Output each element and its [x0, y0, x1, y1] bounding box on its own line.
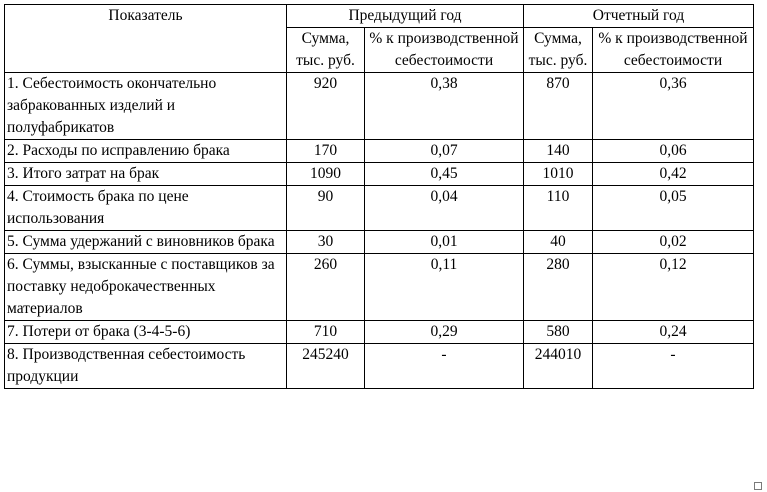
row-prev-sum: 920 [287, 73, 365, 140]
row-prev-pct: 0,45 [365, 163, 524, 186]
table-row [5, 254, 754, 321]
table-row [5, 344, 754, 389]
table-body [5, 73, 754, 389]
row-name: 2. Расходы по исправлению брака [5, 140, 287, 163]
row-prev-sum: 260 [287, 254, 365, 321]
row-cur-sum: 280 [524, 254, 593, 321]
row-name: 8. Производственная себестоимость продукции [5, 344, 287, 389]
row-prev-sum: 245240 [287, 344, 365, 389]
row-name: 4. Стоимость брака по цене использования [5, 186, 287, 231]
header-indicator: Показатель [5, 5, 287, 73]
row-prev-pct: 0,29 [365, 321, 524, 344]
header-prev-year: Предыдущий год [287, 5, 524, 28]
row-name: 5. Сумма удержаний с виновников брака [5, 231, 287, 254]
row-prev-sum: 1090 [287, 163, 365, 186]
row-name: 7. Потери от брака (3-4-5-6) [5, 321, 287, 344]
table-row [5, 321, 754, 344]
row-name: 3. Итого затрат на брак [5, 163, 287, 186]
header-prev-sum: Сумма, тыс. руб. [287, 28, 365, 73]
table-row [5, 140, 754, 163]
row-name: 1. Себестоимость окончательно забракованных изделий и полуфабрикатов [5, 73, 287, 140]
header-cur-sum: Сумма, тыс. руб. [524, 28, 593, 73]
table-row [5, 73, 754, 140]
row-cur-pct: 0,12 [593, 254, 754, 321]
row-cur-sum: 870 [524, 73, 593, 140]
row-cur-pct: 0,02 [593, 231, 754, 254]
table-row [5, 186, 754, 231]
row-name: 6. Суммы, взысканные с поставщиков за поставку недоброкачественных материалов [5, 254, 287, 321]
row-cur-sum: 1010 [524, 163, 593, 186]
row-cur-sum: 110 [524, 186, 593, 231]
row-prev-pct: 0,04 [365, 186, 524, 231]
row-prev-sum: 30 [287, 231, 365, 254]
row-prev-pct: 0,38 [365, 73, 524, 140]
header-cur-pct: % к производственной себестоимости [593, 28, 754, 73]
row-prev-pct: 0,01 [365, 231, 524, 254]
row-cur-sum: 580 [524, 321, 593, 344]
row-prev-sum: 710 [287, 321, 365, 344]
row-cur-sum: 40 [524, 231, 593, 254]
row-cur-pct: 0,36 [593, 73, 754, 140]
table-row [5, 163, 754, 186]
row-prev-sum: 170 [287, 140, 365, 163]
cost-table [4, 4, 754, 389]
row-cur-sum: 244010 [524, 344, 593, 389]
row-cur-pct: 0,42 [593, 163, 754, 186]
resize-handle[interactable] [754, 482, 762, 490]
table-row [5, 231, 754, 254]
header-prev-pct: % к производственной себестоимости [365, 28, 524, 73]
row-cur-sum: 140 [524, 140, 593, 163]
row-cur-pct: 0,06 [593, 140, 754, 163]
row-cur-pct: 0,05 [593, 186, 754, 231]
row-cur-pct: - [593, 344, 754, 389]
header-row-group [5, 5, 754, 28]
header-report-year: Отчетный год [524, 5, 754, 28]
row-prev-pct: 0,07 [365, 140, 524, 163]
row-prev-pct: 0,11 [365, 254, 524, 321]
row-prev-pct: - [365, 344, 524, 389]
row-cur-pct: 0,24 [593, 321, 754, 344]
row-prev-sum: 90 [287, 186, 365, 231]
